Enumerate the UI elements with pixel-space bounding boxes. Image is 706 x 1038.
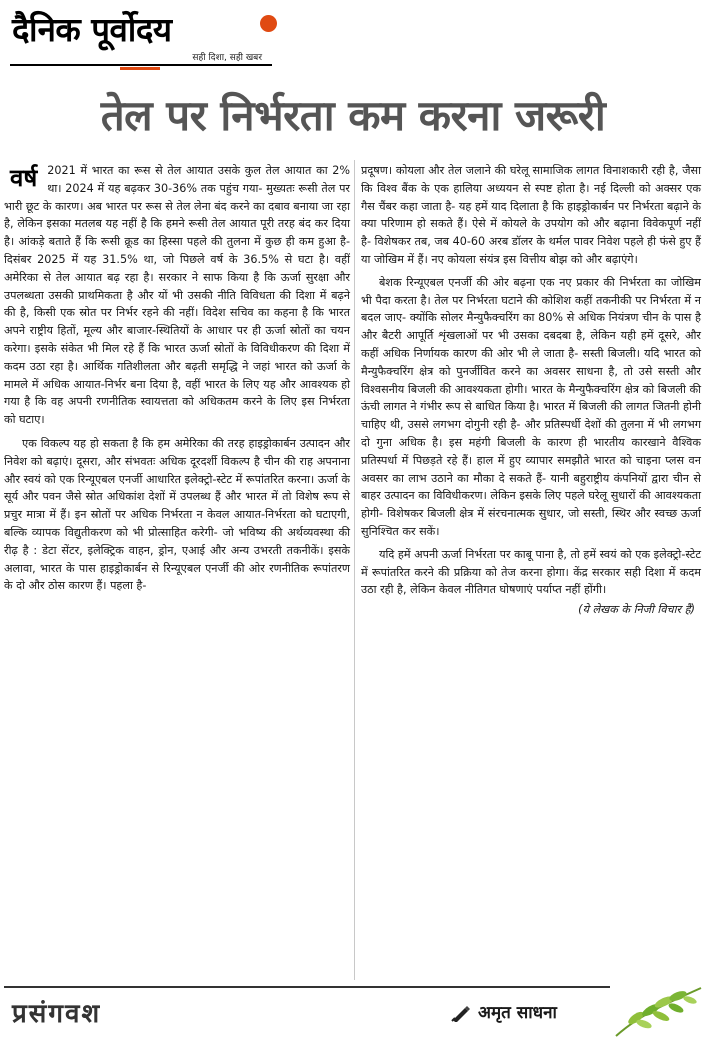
author-name: अमृत साधना bbox=[478, 1003, 557, 1023]
masthead-rule bbox=[10, 64, 272, 66]
article-column-left bbox=[4, 162, 350, 595]
plant-decoration-icon bbox=[606, 978, 706, 1038]
footer-rule bbox=[4, 986, 610, 988]
article-paragraph: एक विकल्प यह हो सकता है कि हम अमेरिका की तरह हाइड्रोकार्बन उत्पादन और निवेश को बढ़ाएं। दूसरा, और संभवतः अधिक दूरदर्शी विकल्प है चीन की राह अपनाना और स्वयं को एक रिन्यूएबल एनर्जी आधारित इलेक्ट्रो-स्टेट में रूपांतरित करना। ऊर्जा के सूर्य और पवन जैसे स्रोत अधिकांश देशों में उपलब्ध हैं और भारत में तो विशेष रूप से प्रचुर मात्रा में हैं। इन स्रोतों पर अधिक निर्भरता न केवल आयात-निर्भरता को घटाएगी, बल्कि व्यापक विद्युतीकरण को भी प्रोत्साहित करेगी- जो भविष्य की अर्थव्यवस्था की रीढ़ है : डेटा सेंटर, इलेक्ट्रिक वाहन, ड्रोन, एआई और अन्य उभरती तकनीकें। इसके अलावा, भारत के पास हाइड्रोकार्बन से रिन्यूएबल एनर्जी की ओर रणनीतिक रूपांतरण के दो और ठोस कारण हैं। पहला है- bbox=[4, 436, 350, 593]
masthead bbox=[10, 6, 272, 72]
drop-word: वर्ष bbox=[10, 164, 38, 192]
article-paragraph: बेशक रिन्यूएबल एनर्जी की ओर बढ़ना एक नए प्रकार की निर्भरता का जोखिम भी पैदा करता है। तेल पर निर्भरता घटाने की कोशिश कहीं तकनीकी पर निर्भरता में न बदल जाए- क्योंकि सोलर मैन्युफैक्चरिंग का 80% से अधिक नियंत्रण चीन के पास है और बैटरी आपूर्ति शृंखलाओं पर भी उसका दबदबा है, लेकिन यही हमें दूसरे, और कहीं अधिक निर्णायक कारण की ओर भी ले जाता है- सस्ती बिजली। यदि भारत को मैन्युफैक्चरिंग क्षेत्र को पुनर्जीवित करने का अवसर साधना है, तो उसे सस्ती और विश्वसनीय बिजली की आवश्यकता होगी। भारत के मैन्युफैक्चरिंग क्षेत्र को बिजली की ऊंची लागत ने गंभीर रूप से बाधित किया है। भारत में बिजली की लागत जितनी होनी चाहिए थी, उससे लगभग दोगुनी रही है- और प्रतिस्पर्धी देशों की तुलना में भी लगभग दो गुना अधिक है। इस महंगी बिजली के कारण ही भारतीय कारखाने वैश्विक प्रतिस्पर्धा में पिछड़ते रहे हैं। हाल में हुए व्यापार समझौते भारत को चाइना प्लस वन अवसर का लाभ उठाने का मौका दे सकते हैं- यानी बहुराष्ट्रीय कंपनियों द्वारा चीन से बाहर उत्पादन का विविधीकरण। लेकिन इसके लिए पहले घरेलू सुधारों की आवश्यकता होगी- विशेषकर बिजली क्षेत्र में संरचनात्मक सुधार, जो सस्ती, स्थिर और स्वच्छ ऊर्जा सुनिश्चित कर सकें। bbox=[361, 275, 701, 538]
section-label: प्रसंगवश bbox=[12, 999, 102, 1029]
article-column-right bbox=[361, 162, 701, 619]
article-paragraph: प्रदूषण। कोयला और तेल जलाने की घरेलू सामाजिक लागत विनाशकारी रही है, जैसा कि विश्व बैंक के एक हालिया अध्ययन से स्पष्ट होता है। नई दिल्ली को अक्सर एक गैस चैंबर कहा जाता है- यह हमें याद दिलाता है कि हाइड्रोकार्बन पर निर्भरता बढ़ाने के क्या परिणाम हो सकते हैं। ऐसे में कोयले के उपयोग को और बढ़ाना विवेकपूर्ण नहीं है- विशेषकर तब, जब 40-60 अरब डॉलर के थर्मल पावर निवेश पहले ही फंसे हुए हैं या जोखिम में हैं। नए कोयला संयंत्र इस वित्तीय बोझ को और बढ़ाएंगे। bbox=[361, 164, 701, 266]
author-disclaimer: (ये लेखक के निजी विचार हैं) bbox=[578, 603, 695, 617]
article-paragraph bbox=[4, 162, 350, 429]
column-divider bbox=[354, 160, 355, 980]
pen-icon bbox=[451, 1004, 473, 1022]
article-paragraph: यदि हमें अपनी ऊर्जा निर्भरता पर काबू पाना है, तो हमें स्वयं को एक इलेक्ट्रो-स्टेट में रूपांतरित करने की प्रक्रिया को तेज करना होगा। केंद्र सरकार सही दिशा में कदम उठा रही है, लेकिन केवल नीतिगत घोषणाएं पर्याप्त नहीं होंगी। bbox=[361, 547, 701, 597]
masthead-accent bbox=[120, 67, 160, 70]
newspaper-logo: दैनिक पूर्वोदय bbox=[12, 10, 172, 49]
newspaper-tagline: सही दिशा, सही खबर bbox=[192, 53, 262, 63]
paragraph-text: 2021 में भारत का रूस से तेल आयात उसके कुल तेल आयात का 2% था। 2024 में यह बढ़कर 30-36% तक पहुंच गया- मुख्यतः रूसी तेल पर भारी छूट के कारण। अब भारत पर रूस से तेल लेना बंद करने का दबाव बनाया जा रहा है, लेकिन इसका मतलब यह नहीं है कि हमने रूसी तेल आयात पूरी तरह बंद कर दिया है। आंकड़े बताते हैं कि रूसी क्रूड का हिस्सा पहले की तुलना में कुछ ही कम हुआ है- दिसंबर 2025 में यह 31.5% था, जो पिछले वर्ष के 36.5% से घटा है। वहीं अमेरिका से तेल आयात बढ़ रहा है। सरकार ने साफ किया है कि ऊर्जा सुरक्षा और उपलब्धता उसकी प्राथमिकता है और यों भी उसकी नीति विविधता की दिशा में बढ़ने की है, किसी एक स्रोत पर निर्भर रहने की नहीं। विदेश सचिव का कहना है कि भारत अपने राष्ट्रीय हितों, मूल्य और बाजार-स्थितियों के आधार पर ही ऊर्जा स्रोतों का चयन करेगा। इसके संकेत भी मिल रहे हैं कि भारत ऊर्जा स्रोतों के विविधीकरण की दिशा में कदम उठा रहा है। आर्थिक गतिशीलता और बढ़ती समृद्धि ने जहां भारत को ऊर्जा के मामले में अधिक आयात-निर्भर बना दिया है, वहीं भारत के लिए यह और आवश्यक हो गया है कि वह अपनी रणनीतिक स्वायत्तता को अधिकतम करने के लिए इस निर्भरता को घटाए। bbox=[4, 164, 350, 427]
article-headline: तेल पर निर्भरता कम करना जरूरी bbox=[100, 91, 606, 140]
logo-sun-icon bbox=[260, 15, 277, 32]
